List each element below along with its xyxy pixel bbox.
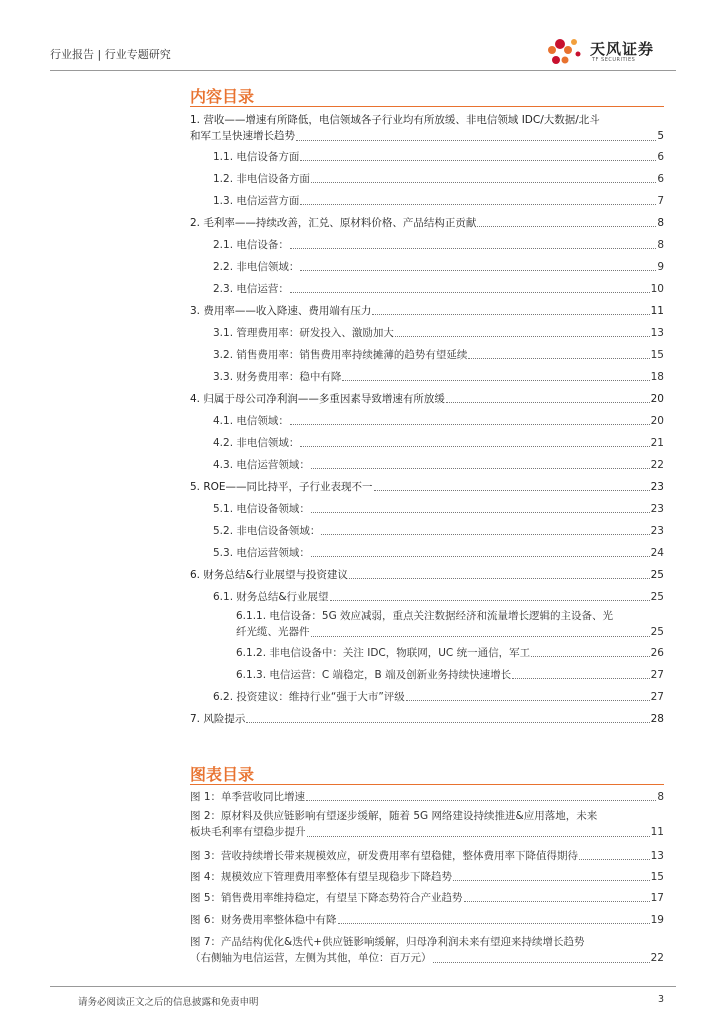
toc-entry-text: 3.3. 财务费用率：稳中有降 — [213, 371, 342, 383]
figure-entry-5[interactable] — [190, 892, 664, 905]
toc-entry-text: 4.1. 电信领域： — [213, 415, 289, 427]
toc-entry-page: 28 — [650, 713, 664, 725]
toc-entry-2[interactable] — [190, 217, 664, 230]
leader-dots — [300, 445, 649, 447]
leader-dots — [290, 247, 656, 249]
toc-entry-page: 27 — [650, 669, 664, 681]
toc-entry-text: 4. 归属于母公司净利润——多重因素导致增速有所放缓 — [190, 393, 445, 405]
toc-entry-text: 6.1. 财务总结&行业展望 — [213, 591, 329, 603]
figure-entry-text-cont: （右侧轴为电信运营，左侧为其他，单位：百万元） — [190, 952, 432, 964]
toc-entry-5[interactable] — [190, 481, 664, 494]
toc-entry-text: 3. 费用率——收入降速、费用端有压力 — [190, 305, 372, 317]
leader-dots — [531, 655, 650, 657]
toc-entry-page: 25 — [650, 569, 664, 581]
toc-entry-page: 23 — [650, 481, 664, 493]
leader-dots — [307, 836, 650, 837]
toc-entry-2-2[interactable] — [213, 261, 664, 274]
brand-subtitle: TF SECURITIES — [592, 57, 636, 63]
figure-entry-text: 图 3：营收持续增长带来规模效应，研发费用率有望稳健，整体费用率下降值得期待 — [190, 850, 579, 862]
figure-entry-page: 17 — [650, 892, 664, 904]
leader-dots — [579, 859, 650, 860]
toc-entry-text: 4.3. 电信运营领域： — [213, 459, 310, 471]
toc-entry-text: 6.1.3. 电信运营：C 端稳定，B 端及创新业务持续快速增长 — [236, 669, 512, 681]
toc-entry-page: 20 — [650, 415, 664, 427]
figure-entry-6[interactable] — [190, 914, 664, 927]
toc-entry-4[interactable] — [190, 393, 664, 406]
toc-entry-6-1-2[interactable] — [236, 647, 664, 660]
leader-dots — [311, 636, 650, 637]
figure-entry-text: 图 2：原材料及供应链影响有望逐步缓解，随着 5G 网络建设持续推进&应用落地，未来 — [190, 810, 598, 822]
toc-entry-page: 22 — [650, 459, 664, 471]
toc-entry-text: 1. 营收——增速有所降低，电信领域各子行业均有所放缓、非电信领域 IDC/大数据/北斗 — [190, 114, 600, 126]
figure-entry-page: 22 — [650, 952, 664, 964]
leader-dots — [246, 721, 649, 723]
toc-entry-page: 23 — [650, 525, 664, 537]
toc-entry-text: 2.1. 电信设备： — [213, 239, 289, 251]
flower-logo-icon — [546, 36, 586, 68]
toc-entry-text: 2.2. 非电信领域： — [213, 261, 300, 273]
leader-dots — [395, 335, 650, 337]
toc-entry-text: 6.1.1. 电信设备：5G 效应减弱，重点关注数据经济和流量增长逻辑的主设备、光 — [236, 610, 614, 622]
figure-entry-text-cont: 板块毛利率有望稳步提升 — [190, 826, 306, 838]
leader-dots — [290, 423, 650, 425]
figure-entry-3[interactable] — [190, 850, 664, 863]
toc-entry-5-3[interactable] — [213, 547, 664, 560]
toc-entry-text: 3.1. 管理费用率：研发投入、激励加大 — [213, 327, 394, 339]
figure-entry-page: 13 — [650, 850, 664, 862]
toc-entry-text: 7. 风险提示 — [190, 713, 246, 725]
toc-entry-page: 15 — [650, 349, 664, 361]
company-logo — [546, 36, 676, 68]
figure-entry-page: 8 — [657, 791, 664, 803]
leader-dots — [512, 677, 650, 679]
figure-entry-text: 图 6：财务费用率整体稳中有降 — [190, 914, 337, 926]
header-divider — [50, 70, 676, 71]
toc-entry-page: 6 — [657, 173, 664, 185]
toc-entry-page: 11 — [650, 305, 664, 317]
toc-entry-3[interactable] — [190, 305, 664, 318]
toc-entry-4-3[interactable] — [213, 459, 664, 472]
leader-dots — [453, 880, 650, 881]
toc-entry-text: 4.2. 非电信领域： — [213, 437, 300, 449]
figure-entry-page: 11 — [650, 826, 664, 838]
figure-entry-7[interactable] — [190, 934, 664, 966]
toc-entry-text: 5.3. 电信运营领域： — [213, 547, 310, 559]
toc-entry-1[interactable] — [190, 112, 664, 144]
leader-dots — [311, 511, 650, 513]
toc-entry-text: 6. 财务总结&行业展望与投资建议 — [190, 569, 349, 581]
toc-entry-text: 6.2. 投资建议：维持行业“强于大市”评级 — [213, 691, 405, 703]
toc-entry-page: 25 — [650, 626, 664, 638]
leader-dots — [300, 159, 656, 161]
figure-entry-4[interactable] — [190, 871, 664, 884]
leader-dots — [290, 291, 650, 293]
leader-dots — [349, 577, 650, 579]
figure-entry-text: 图 5：销售费用率维持稳定，有望呈下降态势符合产业趋势 — [190, 892, 463, 904]
toc-entry-text-cont: 纤光缆、光器件 — [236, 626, 310, 638]
toc-entry-6-1[interactable] — [213, 591, 664, 604]
toc-entry-2-1[interactable] — [213, 239, 664, 252]
toc-entry-text: 1.3. 电信运营方面 — [213, 195, 300, 207]
toc-entry-page: 10 — [650, 283, 664, 295]
leader-dots — [306, 800, 656, 801]
figure-entry-2[interactable] — [190, 808, 664, 840]
toc-entry-page: 18 — [650, 371, 664, 383]
toc-entry-page: 6 — [657, 151, 664, 163]
toc-entry-3-3[interactable] — [213, 371, 664, 384]
figure-entry-page: 15 — [650, 871, 664, 883]
toc-entry-text: 6.1.2. 非电信设备中：关注 IDC，物联网，UC 统一通信，军工 — [236, 647, 531, 659]
figures-title: 图表目录 — [190, 765, 255, 784]
brand-name: 天风证券 — [590, 40, 655, 58]
toc-entry-1-2[interactable] — [213, 173, 664, 186]
toc-entry-page: 23 — [650, 503, 664, 515]
report-category: 行业报告 | 行业专题研究 — [50, 48, 171, 61]
figure-entry-text: 图 7：产品结构优化&迭代+供应链影响缓解，归母净利润未来有望迎来持续增长趋势 — [190, 936, 585, 948]
toc-entry-text-cont: 和军工呈快速增长趋势 — [190, 130, 295, 142]
leader-dots — [406, 699, 650, 701]
toc-entry-text: 5.2. 非电信设备领域： — [213, 525, 321, 537]
toc-entry-page: 9 — [657, 261, 664, 273]
toc-entry-page: 20 — [650, 393, 664, 405]
leader-dots — [338, 923, 650, 924]
toc-title: 内容目录 — [190, 87, 255, 106]
leader-dots — [468, 357, 649, 359]
leader-dots — [311, 467, 650, 469]
leader-dots — [433, 962, 650, 963]
leader-dots — [321, 533, 649, 535]
toc-entry-page: 27 — [650, 691, 664, 703]
toc-entry-7[interactable] — [190, 713, 664, 726]
toc-entry-6-1-3[interactable] — [236, 669, 664, 682]
toc-entry-page: 13 — [650, 327, 664, 339]
toc-entry-4-1[interactable] — [213, 415, 664, 428]
toc-entry-page: 8 — [657, 239, 664, 251]
leader-dots — [477, 225, 656, 227]
figure-entry-text: 图 1：单季营收同比增速 — [190, 791, 306, 803]
toc-title-rule — [190, 106, 664, 107]
toc-entry-3-2[interactable] — [213, 349, 664, 362]
toc-entry-text: 3.2. 销售费用率：销售费用率持续摊薄的趋势有望延续 — [213, 349, 468, 361]
toc-entry-4-2[interactable] — [213, 437, 664, 450]
leader-dots — [374, 489, 650, 491]
leader-dots — [372, 313, 649, 315]
toc-entry-6-2[interactable] — [213, 691, 664, 704]
toc-entry-page: 21 — [650, 437, 664, 449]
toc-entry-6[interactable] — [190, 569, 664, 582]
leader-dots — [330, 599, 650, 601]
figure-entry-text: 图 4：规模效应下管理费用率整体有望呈现稳步下降趋势 — [190, 871, 453, 883]
toc-entry-6-1-1[interactable] — [236, 608, 664, 640]
toc-entry-text: 2. 毛利率——持续改善，汇兑、原材料价格、产品结构正贡献 — [190, 217, 477, 229]
leader-dots — [296, 140, 656, 141]
leader-dots — [311, 555, 650, 557]
toc-entry-3-1[interactable] — [213, 327, 664, 340]
toc-entry-page: 7 — [657, 195, 664, 207]
toc-entry-2-3[interactable] — [213, 283, 664, 296]
toc-entry-page: 8 — [657, 217, 664, 229]
leader-dots — [342, 379, 649, 381]
page-number: 3 — [657, 994, 664, 1005]
leader-dots — [446, 401, 650, 403]
toc-entry-1-1[interactable] — [213, 151, 664, 164]
toc-entry-text: 2.3. 电信运营： — [213, 283, 289, 295]
figures-title-rule — [190, 784, 664, 785]
figure-entry-page: 19 — [650, 914, 664, 926]
toc-entry-text: 5.1. 电信设备领域： — [213, 503, 310, 515]
leader-dots — [464, 901, 650, 902]
toc-entry-page: 26 — [650, 647, 664, 659]
toc-entry-page: 25 — [650, 591, 664, 603]
leader-dots — [300, 203, 656, 205]
toc-entry-5-2[interactable] — [213, 525, 664, 538]
toc-entry-page: 24 — [650, 547, 664, 559]
page-header — [50, 36, 676, 68]
toc-entry-text: 1.1. 电信设备方面 — [213, 151, 300, 163]
toc-entry-text: 1.2. 非电信设备方面 — [213, 173, 310, 185]
leader-dots — [300, 269, 656, 271]
figure-entry-1[interactable] — [190, 791, 664, 804]
footer-disclaimer: 请务必阅读正文之后的信息披露和免责申明 — [78, 997, 259, 1008]
toc-entry-5-1[interactable] — [213, 503, 664, 516]
leader-dots — [311, 181, 656, 183]
footer-divider — [50, 986, 676, 987]
toc-entry-text: 5. ROE——同比持平，子行业表现不一 — [190, 481, 373, 493]
toc-entry-1-3[interactable] — [213, 195, 664, 208]
toc-entry-page: 5 — [657, 130, 664, 142]
